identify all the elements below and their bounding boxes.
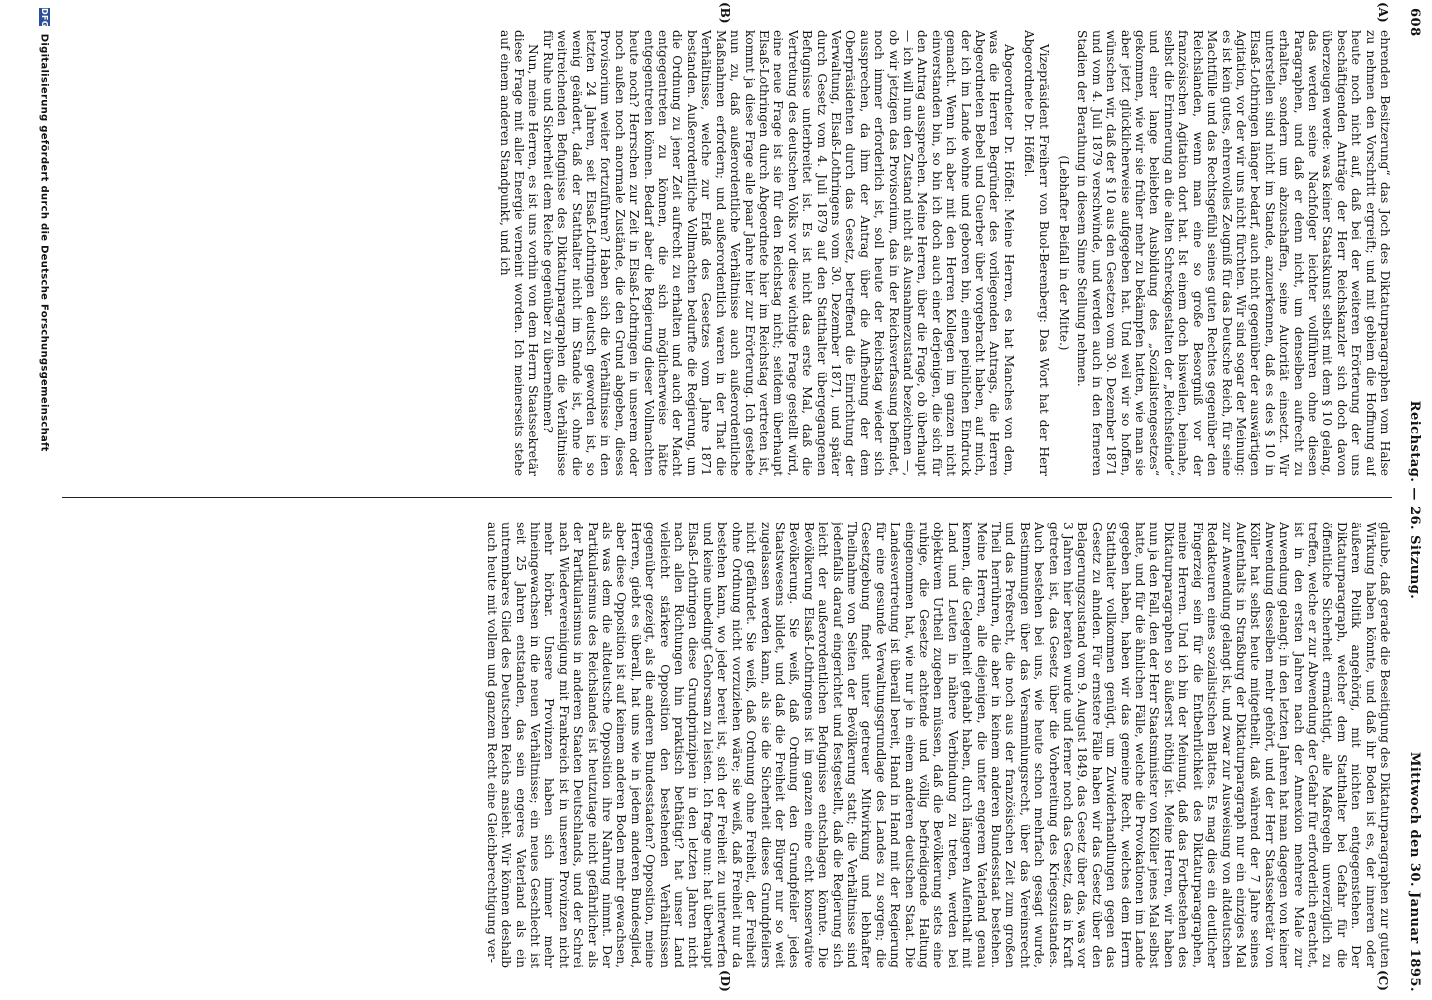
paragraph: Abgeordneter Dr. Höffel: Meine Herren, es hat Manches von dem, was die Herren Begründer des vorliegenden Antrags, die Herren Abgeordneten Bebel und Guerber über vorgebracht haben, auf mich, der ich im Lande wohne und geboren bin, einen peinlichen Eindruck gemacht. Wenn ich aber mit den Herren Kollegen im ganzen nicht einverstanden bin, so bin ich doch auch einer derjenigen, die sich für den Antrag aussprechen. Meine Herren, über die Frage, ob überhaupt — ich will nun den Zustand nicht als Ausnahmezustand bezeichnen —, ob wir jetzigen das Provisorium, das in der Reichsverfassung befindet, noch immer erforderlich ist, soll heute der Reichstag wieder sich aussprechen, da ihm der Antrag über die Aufhebung der dem Oberpräsidenten durch das Gesetz, betreffend die Einrichtung der Verwaltung, Elsaß-Lothringens vom 30. Dezember 1871, und später durch Gesetz vom 4. Juli 1879 auf den Statthalter übergegangenen Befugnisse unterbreitet ist. Es ist nicht das erste Mal, daß die Vertretung des deutschen Volks vor diese wichtige Frage gestellt wird, eine neue Frage ist sie für den Reichstag nicht; seitdem überhaupt Elsaß-Lothringen durch Abgeordnete hier im Reichstag vertreten ist, kommt ja diese Frage alle paar Jahre hier zur Erörterung. Ich gestehe nun zu, daß außerordentliche Verhältnisse auch außerordentliche Maßnahmen erfordern; und außerordentlich waren in der That die Verhältnisse, welche zur Erlaß des Gesetzes vom Jahre 1871 bestanden. Außerordentliche Vollmachten bedurfte die Regierung, um die Ordnung zu jener Zeit aufrecht zu erhalten und auch der Macht entgegentreten zu können, die sich möglicherweise hätte entgegentreten können. Bedarf aber die Regierung dieser Vollmachten heute noch? Herrschen zur Zeit in Elsaß-Lothringen in unserem oder noch außen noch anormale Zustände, die den Grund abgeben, dieses Provisorium weiter fortzuführen? Haben sich die Verhältnisse in den letzten 24 Jahren, seit Elsaß-Lothringen deutsch geworden ist, so wenig geändert, daß der Statthalter nicht im Stande ist, ohne die weitreichenden Befugnisse des Diktaturparagraphen die Verhältnisse für Ruhe und Sicherheit dem Reiche gegenüber zu übernehmen? (540, 30, 1016, 476)
page-number: 608 (1407, 8, 1422, 37)
funding-note: Digitalisierung gefördert durch die Deutsche Forschungsgemeinschaft (38, 33, 50, 452)
margin-marker-a: (A) (1376, 2, 1390, 23)
page-header (1400, 8, 1422, 992)
page-footer (30, 8, 50, 992)
paragraph: ehrenden Besitzerung“ das Joch des Diktaturparagraphen vom Halse zu nehmen den Vorschritt ergreift; und mit gebiem die Hoffnung auf heute noch nicht auf, daß bei der weiteren Erörterung der uns beschäftigenden Anträge der Herr Reichskanzler sich doch davon überzeugen werde: was keiner Staatskunst selbst mit dem § 10 gelang, das werden seine Nachfolger leichter vollführen ohne diesen Paragraphen, und daß er denn nicht, um denselben aufrecht zu erhalten, sondern um abzuschaffen, seine Autorität einsetzt. Wir unterstellen sind nicht im Stande, anzuerkennen, daß es des § 10 in Elsaß-Lothringen länger bedarf, auch nicht gegenüber der auswärtigen Agitation, vor der wir uns nicht fürchten. Wir sind sogar der Meinung: es ist kein gutes, ehrenvolles Zeugniß für das Deutsche Reich, für seine Machtfülle und das Rechtsgefühl seines guten Rechtes gegenüber den Reichslanden, wenn man eine so große Besorgniß vor der französischen Agitation dort hat. Ist einem doch bisweilen, beinahe, selbst die Erinnerung an die alten Schreckgestalten der „Reichsfeinde“ und einer lange beliebten Ausbildung des „Sozialistengesetzes“ gekommen, wie wir sie früher mehr zu bekämpfen hatten, wie man sie aber jetzt glücklicherweise aufgegeben hat. Und weil wir so hoffen, wünschen wir, daß der § 10 aus den Gesetzen vom 30. Dezember 1871 und vom 4. Juli 1879 verschwinde, und werden auch in den ferneren Stadien der Berathung in diesem Sinne Stellung nehmen. (1075, 30, 1392, 476)
applause-note: (Lebhafter Beifall in der Mitte.) (1057, 155, 1072, 351)
running-title: Reichstag. — 26. Sitzung. (1407, 400, 1422, 600)
paragraph: Nun, meine Herren, es ist uns vorhin von dem Herrn Staatssekretär diese Frage mit aller Energie verneint worden. Ich meinerseits stehe auf einem anderen Standpunkt, und ich (497, 30, 541, 476)
margin-marker-d: (D) (718, 970, 732, 992)
paragraph: glaube, daß gerade die Beseitigung des Diktaturparagraphen zur guten Wirkung haben könnte, und daß ihr Boden ist es, der inneren oder äußeren Politik angehörig, mit nichten entgegenstehen. Der Diktaturparagraph, welcher dem Statthalter bei Gefahr für die öffentliche Sicherheit ermächtigt, alle Maßregeln unverzüglich zu treffen, welche er zur Abwendung der Gefahr für erforderlich erachtet, ist in den ersten Jahren nach der Annexion mehrere Male zur Anwendung gelangt; in den letzten Jahren hat man dagegen von keiner Anwendung desselben mehr gehört, und der Herr Staatssekretär von Köller hat selbst heute mitgetheilt, daß während der 7 Jahre seines Aufenthalts in Straßburg der Diktaturparagraph nur ein einziges Mal zur Anwendung gelangt ist, und zwar zur Ausweisung von altdeutschen Redakteuren eines sozialistischen Blattes. Es mag dies ein deutlicher Fingerzeig sein für die Entbehrlichkeit des Diktaturparagraphen, meine Herren. Und ich bin der Meinung, daß das Fortbestehen des Diktaturparagraphen so äußerst nöthig ist. Meine Herren, wir haben nun ja den Fall, den der Herr Staatsminister von Köller jenes Mal selbst hatte, und für die ähnlichen Fälle, welche die Provokationen im Lande gegeben haben, haben wir das gemeine Recht, welches dem Herrn Statthalter vollkommen genügt, um Zuwiderhandlungen gegen das Gesetz zu ahnden. Für ernstere Fälle haben wir das Gesetz über den Belagerungszustand vom 9. August 1849, das Gesetz über das, was vor 3 Jahren hier beraten wurde und ferner noch das Gesetz, das in Kraft getreten ist, das Gesetz über die Vorbereitung des Kriegszustandes. Auch bestehen bei uns, wie heute schon mehrfach gesagt wurde, Bestimmungen über das Versammlungsrecht, über das Vereinsrecht und das Preßrecht, die noch aus der französischen Zeit zum großen Theil herrühren, die aber in keinem anderen Bundesstaat bestehen. Meine Herren, alle diejenigen, die unter engerem Vaterland genau kennen, die Gelegenheit gehabt haben, durch längeren Aufenthalt mit Land und Leuten in nähere Verbindung zu treten, werden bei objektivem Urtheil zugeben müssen, daß die Bevölkerung stets eine ruhige, die Gesetze achtende und völlig befriedigende Haltung eingenommen hat, wie nur je in einem anderen deutschen Staat. Die Landesvertretung ist überall bereit, Hand in Hand mit der Regierung für eine gesunde Verwaltungsgrundlage des Landes zu sorgen; die Gesetzgebung findet unter getreuer Mitwirkung und lebhafter Theilnahme von Seiten der Bevölkerung statt; die Verhältnisse sind jedenfalls darauf eingerichtet und festgestellt, daß die Regierung sich leicht der außerordentlichen Befugnisse entschlagen könnte. Die Bevölkerung Elsaß-Lothringens ist im ganzen eine echt konservative Bevölkerung. Sie weiß, daß Ordnung den Grundpfeiler jedes Staatswesens bildet, und daß die Freiheit der Bürger nur so weit zugelassen werden kann, als sie die Sicherheit dieses Grundpfeilers nicht gefährdet. Sie weiß, daß Ordnung ohne Freiheit, der Freiheit ohne Ordnung nicht vorzuziehen wäre; sie weiß, daß Freiheit nur da bestehen kann, wo jeder bereit ist, sich der Freiheit zu unterwerfen und keine unbedingt Gehorsam zu leisten. Ich frage nun: hat überhaupt Elsaß-Lothringen diese Grundprinzipien in den letzten Jahren nicht nach allen Richtungen hin praktisch bethätigt? hat unser Land vielleicht stärkere Opposition den bestehenden Verhältnissen gegenüber gezeigt, als die anderen Bundesstaaten? Opposition, meine Herren, giebt es überall, hat uns wie in jedem anderen Bundesglied, aber diese Opposition ist auf keinem anderen Boden mehr gewachsen, als was dem die altdeutsche Opposition ihre Nahrung nimmt. Der Partikularismus des Reichslandes ist heutzutage nicht gefährlicher als der Partikularismus in anderen Staaten Deutschlands, und der Schrei nach Wiedervereinigung mit Frankreich ist in unseren Provinzen nicht mehr hörbar. Unsere Provinzen haben sich immer mehr hineingewachsen in die neuen Verhältnisse; ein neues Geschlecht ist seit 25 Jahren entstanden, das sein engeres Vaterland als ein untrennbares Glied des Deutschen Reichs ansieht. Wir können deshalb auch heute mit vollem und ganzem Recht eine Gleichberechtigung ver- (484, 522, 1392, 968)
right-text-column (62, 522, 1392, 968)
left-text-column (62, 30, 1392, 476)
session-date: Mittwoch den 30. Januar 1895. (1407, 751, 1422, 992)
paragraph: Vizepräsident Freiherr von Buol-Berenberg: Das Wort hat der Herr Abgeordnete Dr. Höffel. (1022, 30, 1051, 476)
margin-marker-c: (C) (1376, 970, 1390, 991)
column-divider (62, 497, 1392, 498)
dfg-logo: DFG (40, 8, 49, 28)
margin-marker-b: (B) (718, 2, 732, 24)
